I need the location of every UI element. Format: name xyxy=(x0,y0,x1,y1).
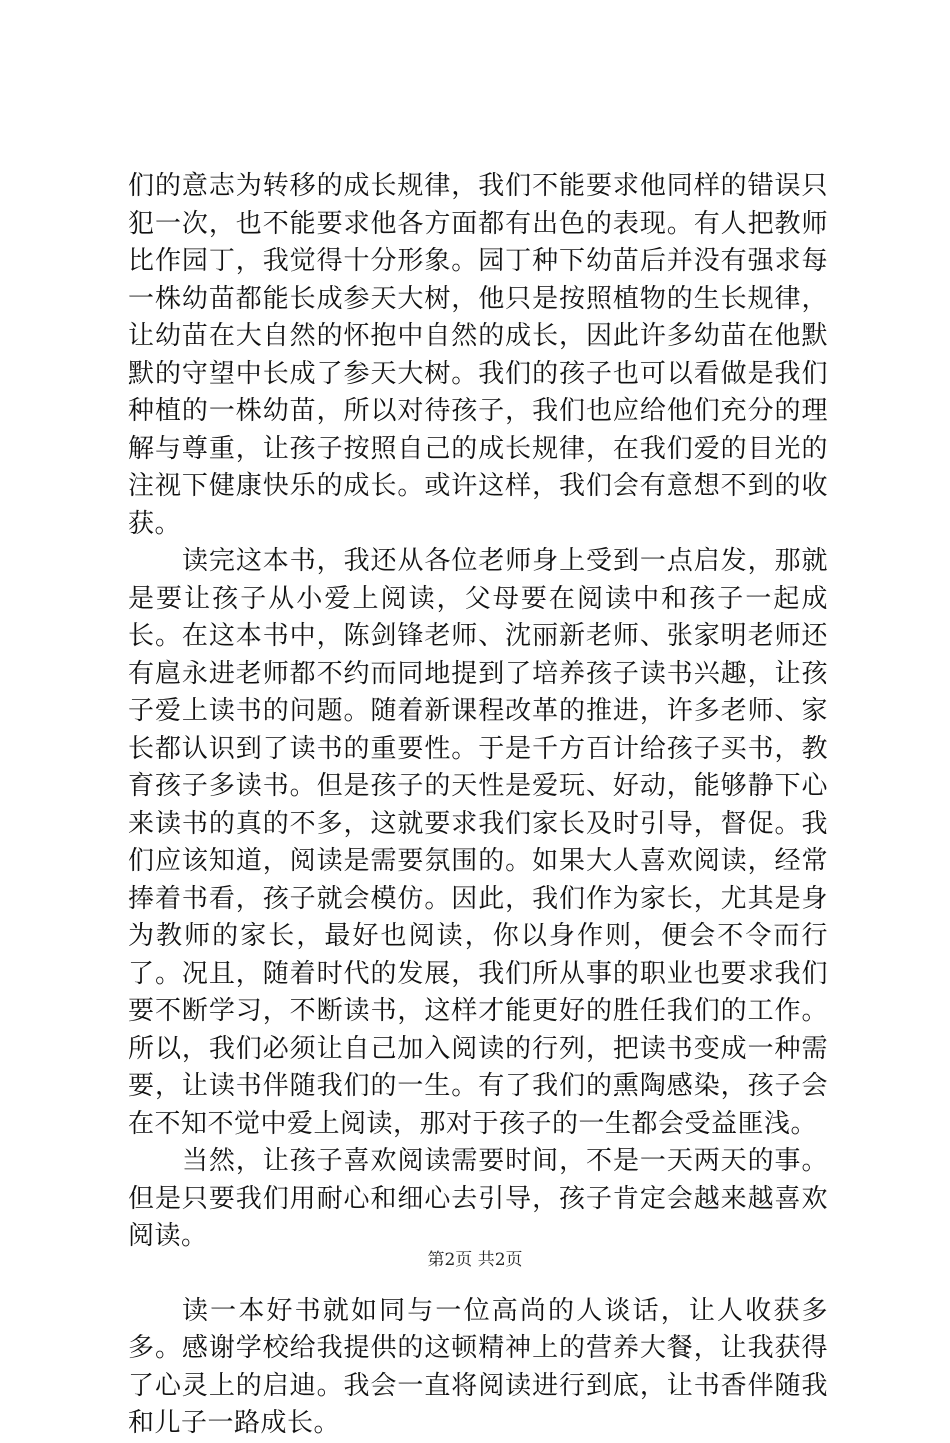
paragraph-4: 读一本好书就如同与一位高尚的人谈话，让人收获多多。感谢学校给我提供的这顿精神上的营养大餐，让我获得了心灵上的启迪。我会一直将阅读进行到底，让书香伴随我和儿子一路成长。 xyxy=(128,1295,828,1438)
page-footer: 第2页 共2页 xyxy=(427,1250,523,1270)
paragraph-1: 们的意志为转移的成长规律，我们不能要求他同样的错误只犯一次，也不能要求他各方面都有出色的表现。有人把教师比作园丁，我觉得十分形象。园丁种下幼苗后并没有强求每一株幼苗都能长成参天大树，他只是按照植物的生长规律，让幼苗在大自然的怀抱中自然的成长，因此许多幼苗在他默默的守望中长成了参天大树。我们的孩子也可以看做是我们种植的一株幼苗，所以对待孩子，我们也应给他们充分的理解与尊重，让孩子按照自己的成长规律，在我们爱的目光的注视下健康快乐的成长。或许这样，我们会有意想不到的收获。 xyxy=(128,171,828,539)
paragraph-3: 当然，让孩子喜欢阅读需要时间，不是一天两天的事。但是只要我们用耐心和细心去引导，孩子肯定会越来越喜欢阅读。 xyxy=(128,1146,828,1251)
paragraph-2: 读完这本书，我还从各位老师身上受到一点启发，那就是要让孩子从小爱上阅读，父母要在阅读中和孩子一起成长。在这本书中，陈剑锋老师、沈丽新老师、张家明老师还有扈永进老师都不约而同地提到了培养孩子读书兴趣，让孩子爱上读书的问题。随着新课程改革的推进，许多老师、家长都认识到了读书的重要性。于是千方百计给孩子买书，教育孩子多读书。但是孩子的天性是爱玩、好动，能够静下心来读书的真的不多，这就要求我们家长及时引导，督促。我们应该知道，阅读是需要氛围的。如果大人喜欢阅读，经常捧着书看，孩子就会模仿。因此，我们作为家长，尤其是身为教师的家长，最好也阅读，你以身作则，便会不令而行了。况且，随着时代的发展，我们所从事的职业也要求我们要不断学习，不断读书，这样才能更好的胜任我们的工作。所以，我们必须让自己加入阅读的行列，把读书变成一种需要，让读书伴随我们的一生。有了我们的熏陶感染，孩子会在不知不觉中爱上阅读，那对于孩子的一生都会受益匪浅。 xyxy=(128,546,828,1139)
